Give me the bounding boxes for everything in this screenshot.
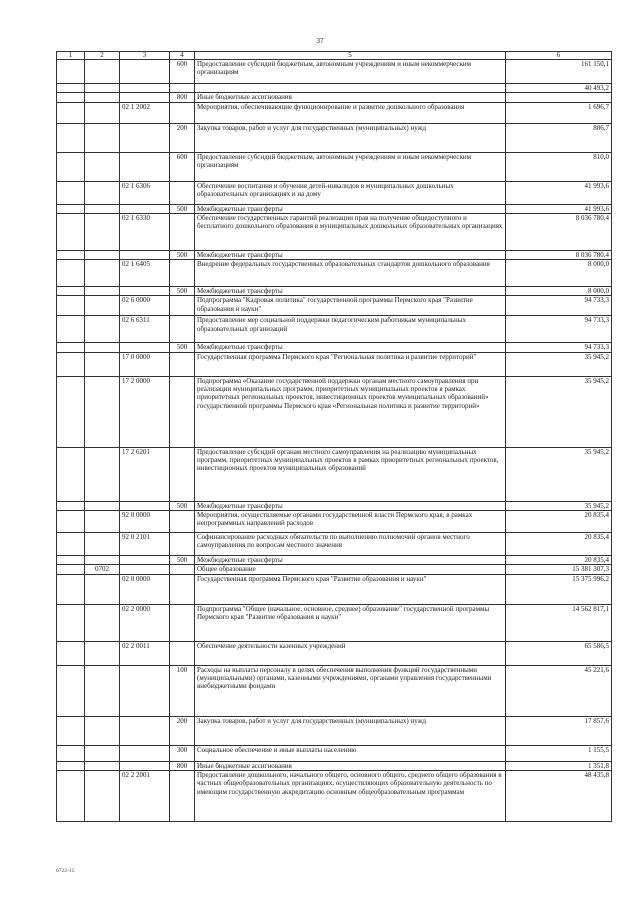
target-code: 02 0 0000 (120, 574, 170, 604)
target-code (120, 204, 170, 213)
section-code (85, 204, 120, 213)
col-1-cell (57, 204, 85, 213)
target-code: 02 2 2001 (120, 770, 170, 821)
target-code (120, 761, 170, 770)
col-1-cell (57, 511, 85, 533)
amount-value: 41 993,6 (506, 204, 612, 213)
column-header: 6 (506, 52, 612, 60)
col-1-cell (57, 152, 85, 181)
amount-value: 94 733,3 (506, 343, 612, 352)
col-1-cell (57, 770, 85, 821)
item-description: Государственная программа Пермского края "Развитие образования и науки" (195, 574, 506, 604)
col-1-cell (57, 250, 85, 259)
section-code (85, 250, 120, 259)
expense-type-code (170, 641, 195, 665)
item-description: Государственная программа Пермского края "Региональная политика и развитие территорий" (195, 352, 506, 376)
item-description: Закупка товаров, работ и услуг для государственных (муниципальных) нужд (195, 123, 506, 152)
target-code: 02 1 6306 (120, 181, 170, 204)
amount-value: 1 696,7 (506, 102, 612, 123)
amount-value: 8 000,0 (506, 287, 612, 296)
section-code (85, 533, 120, 556)
item-description: Предоставление субсидий органам местного самоуправления на реализацию муниципальных программ, приоритетных муниципальных проектов в рамках приоритетных региональных проектов, инвестиционных проектов муниципальных образований (195, 447, 506, 501)
target-code (120, 60, 170, 84)
target-code (120, 93, 170, 102)
item-description: Социальное обеспечение и иные выплаты населению (195, 745, 506, 761)
col-1-cell (57, 102, 85, 123)
section-code (85, 287, 120, 296)
amount-value: 8 036 780,4 (506, 250, 612, 259)
target-code (120, 565, 170, 574)
item-description: Расходы на выплаты персоналу в целях обеспечения выполнения функций государственными (муниципальными) органами, казенными учреждениями, органами управления государственными внебюджетными фондами (195, 665, 506, 716)
expense-type-code: 500 (170, 501, 195, 510)
table-row (57, 152, 612, 181)
amount-value: 40 493,2 (506, 84, 612, 93)
amount-value: 14 562 817,1 (506, 604, 612, 641)
column-header: 2 (85, 52, 120, 60)
item-description: Межбюджетные трансферты (195, 556, 506, 565)
expense-type-code (170, 511, 195, 533)
col-1-cell (57, 260, 85, 287)
amount-value: 20 835,4 (506, 556, 612, 565)
col-1-cell (57, 447, 85, 501)
item-description: Предоставление мер социальной поддержки педагогическим работникам муниципальных образовательных организаций (195, 316, 506, 343)
column-header: 3 (120, 52, 170, 60)
expense-type-code: 500 (170, 556, 195, 565)
target-code: 92 0 0000 (120, 511, 170, 533)
amount-value: 810,0 (506, 152, 612, 181)
target-code: 02 6 0000 (120, 296, 170, 316)
page-number: 37 (316, 37, 324, 45)
amount-value: 35 945,2 (506, 501, 612, 510)
section-code (85, 665, 120, 716)
target-code: 02 1 6405 (120, 260, 170, 287)
col-1-cell (57, 287, 85, 296)
section-code (85, 604, 120, 641)
target-code (120, 665, 170, 716)
section-code (85, 770, 120, 821)
table-row (57, 556, 612, 565)
expense-type-code (170, 84, 195, 93)
expense-type-code (170, 181, 195, 204)
item-description: Предоставление субсидий бюджетным, автономным учреждениям и иным некоммерческим организациям (195, 60, 506, 84)
amount-value: 94 733,3 (506, 296, 612, 316)
section-code (85, 574, 120, 604)
target-code: 17 2 6201 (120, 447, 170, 501)
item-description: Межбюджетные трансферты (195, 343, 506, 352)
item-description: Межбюджетные трансферты (195, 287, 506, 296)
section-code (85, 511, 120, 533)
item-description: Межбюджетные трансферты (195, 204, 506, 213)
table-row (57, 102, 612, 123)
table-row (57, 761, 612, 770)
item-description: Предоставление дошкольного, начального общего, основного общего, среднего общего образования в частных общеобразовательных организациях, осуществляющих образовательную деятельность по имеющим государственную аккредитацию основным общеобразовательным программам (195, 770, 506, 821)
section-code (85, 556, 120, 565)
expense-type-code: 500 (170, 343, 195, 352)
col-1-cell (57, 93, 85, 102)
expense-type-code: 500 (170, 204, 195, 213)
expense-type-code: 200 (170, 716, 195, 745)
target-code: 02 2 0011 (120, 641, 170, 665)
col-1-cell (57, 84, 85, 93)
table-row (57, 287, 612, 296)
table-row (57, 316, 612, 343)
expense-type-code (170, 296, 195, 316)
amount-value: 1 351,8 (506, 761, 612, 770)
col-1-cell (57, 343, 85, 352)
section-code (85, 641, 120, 665)
expense-type-code: 200 (170, 123, 195, 152)
section-code (85, 102, 120, 123)
col-1-cell (57, 316, 85, 343)
amount-value: 41 993,6 (506, 181, 612, 204)
item-description: Обеспечение государственных гарантий реализации прав на получение общедоступного и бесплатного дошкольного образования в муниципальных дошкольных образовательных организациях (195, 213, 506, 250)
section-code (85, 152, 120, 181)
amount-value: 94 733,3 (506, 316, 612, 343)
amount-value: 17 857,6 (506, 716, 612, 745)
table-row (57, 60, 612, 84)
target-code (120, 556, 170, 565)
amount-value: 886,7 (506, 123, 612, 152)
target-code (120, 745, 170, 761)
section-code (85, 501, 120, 510)
table-row (57, 533, 612, 556)
table-body (57, 60, 612, 822)
table-row (57, 352, 612, 376)
table-row (57, 770, 612, 821)
footer-code: 6722-15 (56, 868, 75, 874)
table-row (57, 604, 612, 641)
item-description: Софинансирование расходных обязательств по выполнению полномочий органов местного самоуправления по вопросам местного значения (195, 533, 506, 556)
section-code (85, 716, 120, 745)
table-row (57, 250, 612, 259)
target-code (120, 501, 170, 510)
column-header: 4 (170, 52, 195, 60)
table-row (57, 84, 612, 93)
item-description: Межбюджетные трансферты (195, 501, 506, 510)
expense-type-code (170, 533, 195, 556)
col-1-cell (57, 665, 85, 716)
budget-table (56, 51, 612, 822)
target-code (120, 716, 170, 745)
col-1-cell (57, 181, 85, 204)
item-description: Подпрограмма "Кадровая политика" государственной программы Пермского края "Развитие образования и науки" (195, 296, 506, 316)
col-1-cell (57, 501, 85, 510)
table-row (57, 574, 612, 604)
col-1-cell (57, 574, 85, 604)
col-1-cell (57, 213, 85, 250)
amount-value: 20 835,4 (506, 511, 612, 533)
amount-value: 65 586,5 (506, 641, 612, 665)
section-code (85, 745, 120, 761)
target-code (120, 343, 170, 352)
item-description: Иные бюджетные ассигнования (195, 761, 506, 770)
col-1-cell (57, 745, 85, 761)
target-code: 02 1 6330 (120, 213, 170, 250)
table-header-row (57, 52, 612, 60)
expense-type-code: 800 (170, 761, 195, 770)
table-row (57, 213, 612, 250)
col-1-cell (57, 604, 85, 641)
item-description (195, 84, 506, 93)
expense-type-code (170, 376, 195, 447)
col-1-cell (57, 761, 85, 770)
section-code (85, 60, 120, 84)
amount-value: 20 835,4 (506, 533, 612, 556)
item-description: Межбюджетные трансферты (195, 250, 506, 259)
column-header: 1 (57, 52, 85, 60)
section-code (85, 213, 120, 250)
section-code (85, 352, 120, 376)
amount-value: 48 435,8 (506, 770, 612, 821)
col-1-cell (57, 565, 85, 574)
table-row (57, 260, 612, 287)
expense-type-code: 300 (170, 745, 195, 761)
col-1-cell (57, 123, 85, 152)
section-code (85, 123, 120, 152)
target-code: 02 1 2002 (120, 102, 170, 123)
expense-type-code: 600 (170, 60, 195, 84)
expense-type-code (170, 770, 195, 821)
target-code: 17 0 0000 (120, 352, 170, 376)
table-row (57, 376, 612, 447)
amount-value: 1 155,5 (506, 745, 612, 761)
col-1-cell (57, 60, 85, 84)
expense-type-code: 600 (170, 152, 195, 181)
item-description: Подпрограмма «Оказание государственной поддержки органам местного самоуправления при реализации муниципальных программ, приоритетных муниципальных проектов в рамках приоритетных региональных проектов, инвестиционных проектов муниципальных образований» государственной программы Пермского края «Региональная политика и развитие территорий» (195, 376, 506, 447)
table-row (57, 343, 612, 352)
item-description: Подпрограмма "Общее (начальное, основное, среднее) образование" государственной программы Пермского края "Развитие образования и науки" (195, 604, 506, 641)
amount-value: 35 945,2 (506, 447, 612, 501)
column-header: 5 (195, 52, 506, 60)
amount-value (506, 93, 612, 102)
item-description: Мероприятия, осуществляемые органами государственной власти Пермского края, в рамках непрограммных направлений расходов (195, 511, 506, 533)
col-1-cell (57, 376, 85, 447)
table-row (57, 511, 612, 533)
amount-value: 8 000,0 (506, 260, 612, 287)
amount-value: 45 221,6 (506, 665, 612, 716)
item-description: Предоставление субсидий бюджетным, автономным учреждениям и иным некоммерческим организациям (195, 152, 506, 181)
expense-type-code (170, 316, 195, 343)
expense-type-code (170, 604, 195, 641)
expense-type-code: 100 (170, 665, 195, 716)
section-code (85, 316, 120, 343)
amount-value: 161 150,1 (506, 60, 612, 84)
table-row (57, 716, 612, 745)
target-code: 02 6 6311 (120, 316, 170, 343)
amount-value: 15 381 307,3 (506, 565, 612, 574)
expense-type-code: 800 (170, 93, 195, 102)
col-1-cell (57, 352, 85, 376)
table-row (57, 447, 612, 501)
expense-type-code (170, 565, 195, 574)
section-code (85, 447, 120, 501)
section-code (85, 260, 120, 287)
target-code: 92 0 2101 (120, 533, 170, 556)
expense-type-code: 500 (170, 287, 195, 296)
section-code (85, 376, 120, 447)
target-code: 17 2 0000 (120, 376, 170, 447)
table-row (57, 204, 612, 213)
amount-value: 15 375 996,2 (506, 574, 612, 604)
item-description: Мероприятия, обеспечивающие функционирование и развитие дошкольного образования (195, 102, 506, 123)
expense-type-code: 500 (170, 250, 195, 259)
section-code: 0702 (85, 565, 120, 574)
item-description: Иные бюджетные ассигнования (195, 93, 506, 102)
expense-type-code (170, 574, 195, 604)
expense-type-code (170, 213, 195, 250)
expense-type-code (170, 447, 195, 501)
table-row (57, 296, 612, 316)
expense-type-code (170, 102, 195, 123)
amount-value: 35 945,2 (506, 376, 612, 447)
item-description: Обеспечение деятельности казенных учреждений (195, 641, 506, 665)
col-1-cell (57, 533, 85, 556)
col-1-cell (57, 716, 85, 745)
section-code (85, 93, 120, 102)
target-code (120, 152, 170, 181)
amount-value: 8 036 780,4 (506, 213, 612, 250)
table-row (57, 93, 612, 102)
expense-type-code (170, 352, 195, 376)
expense-type-code (170, 260, 195, 287)
item-description: Общее образование (195, 565, 506, 574)
section-code (85, 761, 120, 770)
section-code (85, 181, 120, 204)
item-description: Обеспечение воспитания и обучения детей-инвалидов в муниципальных дошкольных образовательных организациях и на дому (195, 181, 506, 204)
table-row (57, 745, 612, 761)
col-1-cell (57, 556, 85, 565)
section-code (85, 343, 120, 352)
table-row (57, 641, 612, 665)
item-description: Закупка товаров, работ и услуг для государственных (муниципальных) нужд (195, 716, 506, 745)
target-code: 02 2 0000 (120, 604, 170, 641)
target-code (120, 287, 170, 296)
section-code (85, 296, 120, 316)
target-code (120, 84, 170, 93)
table-row (57, 501, 612, 510)
item-description: Внедрение федеральных государственных образовательных стандартов дошкольного образования (195, 260, 506, 287)
table-row (57, 181, 612, 204)
amount-value: 35 945,2 (506, 352, 612, 376)
target-code (120, 250, 170, 259)
target-code (120, 123, 170, 152)
col-1-cell (57, 296, 85, 316)
section-code (85, 84, 120, 93)
col-1-cell (57, 641, 85, 665)
table-row (57, 565, 612, 574)
table-row (57, 123, 612, 152)
table-row (57, 665, 612, 716)
